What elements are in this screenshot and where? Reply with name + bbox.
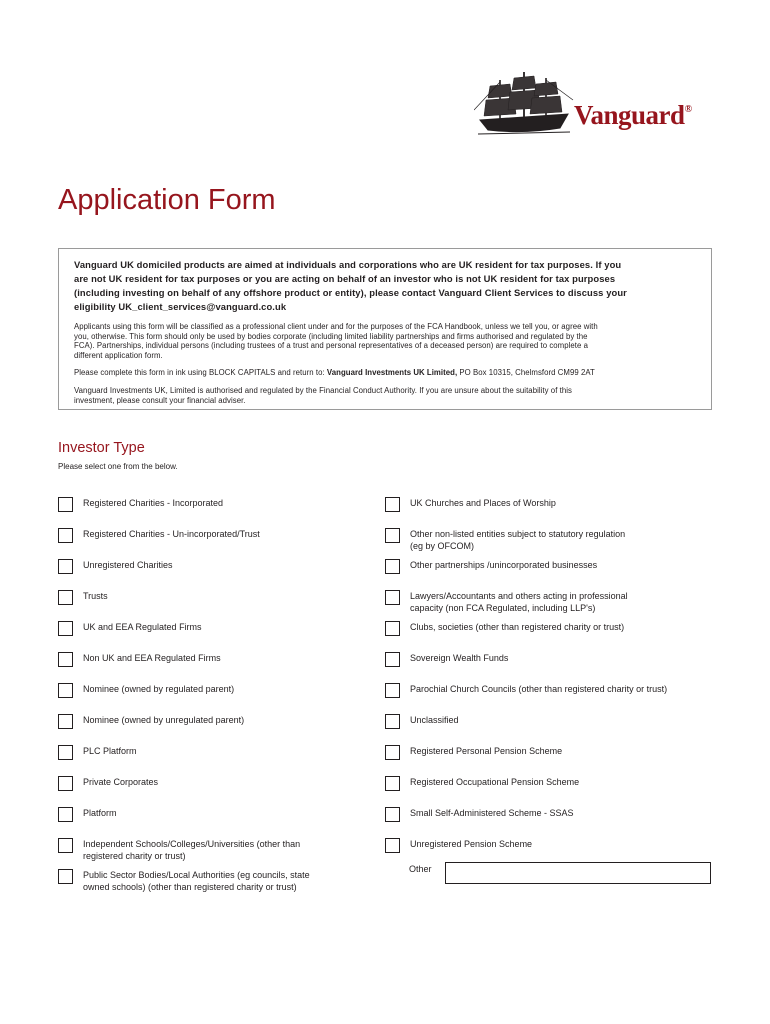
- notice-classification: Applicants using this form will be classified as a professional client under and for the purposes of the FCA Handbook, unless we tell you, or agree with you, otherwise. This form should only be used by bodies corporate (including limited liability partnerships and firms authorised and regulated by the FCA). Partnerships, individual persons (including trustees of a trust and personal representatives of a deceased person) are required to complete a different application form.: [74, 322, 598, 360]
- checkbox[interactable]: [385, 559, 400, 574]
- option-label-line: Unclassified: [410, 715, 459, 725]
- eligibility-notice: [58, 248, 712, 410]
- notice-lead: Vanguard UK domiciled products are aimed at individuals and corporations who are UK resident for tax purposes. If you are not UK resident for tax purposes or you are acting on behalf of an investor who is not UK resident for tax purposes (including investing on behalf of any offshore product or entity), please contact Vanguard Client Services to discuss your eligibility UK_client_services@vanguard.co.uk: [74, 259, 627, 312]
- page-title: Application Form: [58, 184, 276, 216]
- investor-type-instruction: Please select one from the below.: [58, 462, 178, 471]
- option-label-line: Registered Personal Pension Scheme: [410, 746, 563, 756]
- checkbox[interactable]: [58, 714, 73, 729]
- investor-option-right-11[interactable]: [385, 807, 710, 822]
- option-label-line: Other partnerships /unincorporated businesses: [410, 560, 598, 570]
- investor-option-right-10[interactable]: [385, 776, 710, 791]
- option-label-line: capacity (non FCA Regulated, including LLP's): [410, 603, 596, 613]
- option-label-line: Non UK and EEA Regulated Firms: [83, 653, 221, 663]
- checkbox[interactable]: [58, 807, 73, 822]
- investor-option-left-8[interactable]: [58, 714, 363, 729]
- option-label: [410, 497, 710, 509]
- option-label: [410, 838, 710, 850]
- option-label: [83, 683, 363, 695]
- investor-option-left-1[interactable]: [58, 497, 363, 512]
- option-label-line: Small Self-Administered Scheme - SSAS: [410, 808, 574, 818]
- option-label-line: Other non-listed entities subject to statutory regulation: [410, 529, 626, 539]
- option-label: [410, 714, 710, 726]
- option-label: [83, 714, 363, 726]
- option-label: [83, 652, 363, 664]
- investor-option-right-6[interactable]: [385, 652, 710, 667]
- notice-return-address: Please complete this form in ink using BLOCK CAPITALS and return to: Vanguard Investments UK Limited, PO Box 10315, Chelmsford CM99 2AT: [74, 368, 595, 378]
- option-label-line: Unregistered Pension Scheme: [410, 839, 533, 849]
- checkbox[interactable]: [58, 745, 73, 760]
- option-label: [83, 776, 363, 788]
- option-label: [83, 838, 363, 862]
- option-label: [83, 497, 363, 509]
- option-label: [410, 807, 710, 819]
- option-label-line: Nominee (owned by regulated parent): [83, 684, 235, 694]
- investor-option-right-3[interactable]: [385, 559, 710, 574]
- checkbox[interactable]: [385, 838, 400, 853]
- investor-option-right-8[interactable]: [385, 714, 710, 729]
- option-label: [83, 590, 363, 602]
- option-label-line: PLC Platform: [83, 746, 137, 756]
- checkbox[interactable]: [58, 559, 73, 574]
- investor-option-right-12[interactable]: [385, 838, 710, 853]
- checkbox[interactable]: [385, 652, 400, 667]
- option-label: [83, 745, 363, 757]
- option-label-line: UK and EEA Regulated Firms: [83, 622, 202, 632]
- investor-option-right-7[interactable]: [385, 683, 710, 698]
- checkbox[interactable]: [58, 776, 73, 791]
- option-label-line: registered charity or trust): [83, 851, 186, 861]
- investor-option-left-13[interactable]: [58, 869, 363, 893]
- investor-type-heading: Investor Type: [58, 440, 145, 456]
- option-label: [83, 807, 363, 819]
- brand-wordmark: Vanguard®: [574, 100, 692, 130]
- checkbox[interactable]: [385, 714, 400, 729]
- investor-option-left-10[interactable]: [58, 776, 363, 791]
- checkbox[interactable]: [385, 590, 400, 605]
- investor-option-right-5[interactable]: [385, 621, 710, 636]
- checkbox[interactable]: [58, 683, 73, 698]
- option-label: [83, 869, 363, 893]
- vanguard-logo: [474, 70, 724, 142]
- option-label-line: Independent Schools/Colleges/Universities (other than: [83, 839, 301, 849]
- option-label-line: Lawyers/Accountants and others acting in professional: [410, 591, 628, 601]
- option-label-line: UK Churches and Places of Worship: [410, 498, 556, 508]
- option-label: [83, 559, 363, 571]
- investor-option-right-1[interactable]: [385, 497, 710, 512]
- checkbox[interactable]: [58, 652, 73, 667]
- option-label: [410, 528, 710, 552]
- option-label: [410, 621, 710, 633]
- checkbox[interactable]: [58, 528, 73, 543]
- option-label-line: Private Corporates: [83, 777, 159, 787]
- investor-option-right-2[interactable]: [385, 528, 710, 552]
- option-label: [83, 621, 363, 633]
- option-label-line: Nominee (owned by unregulated parent): [83, 715, 245, 725]
- option-label: [410, 683, 710, 695]
- option-label-line: Registered Charities - Incorporated: [83, 498, 224, 508]
- investor-option-left-3[interactable]: [58, 559, 363, 574]
- ship-icon: [474, 70, 574, 142]
- other-option: [409, 864, 432, 874]
- notice-regulation: Vanguard Investments UK, Limited is authorised and regulated by the Financial Conduct Authority. If you are unsure about the suitability of this investment, please consult your financial adviser.: [74, 385, 572, 405]
- option-label-line: owned schools) (other than registered charity or trust): [83, 882, 297, 892]
- checkbox[interactable]: [58, 838, 73, 853]
- investor-option-left-2[interactable]: [58, 528, 363, 543]
- checkbox[interactable]: [385, 528, 400, 543]
- checkbox[interactable]: [385, 776, 400, 791]
- checkbox[interactable]: [58, 869, 73, 884]
- option-label-line: Registered Occupational Pension Scheme: [410, 777, 580, 787]
- option-label: [83, 528, 363, 540]
- option-label-line: Parochial Church Councils (other than registered charity or trust): [410, 684, 668, 694]
- option-label-line: Registered Charities - Un-incorporated/Trust: [83, 529, 260, 539]
- other-label: Other: [409, 864, 432, 874]
- checkbox[interactable]: [58, 590, 73, 605]
- option-label: [410, 559, 710, 571]
- investor-option-left-6[interactable]: [58, 652, 363, 667]
- option-label-line: Unregistered Charities: [83, 560, 173, 570]
- investor-option-left-12[interactable]: [58, 838, 363, 862]
- checkbox[interactable]: [385, 497, 400, 512]
- checkbox[interactable]: [385, 683, 400, 698]
- checkbox[interactable]: [385, 745, 400, 760]
- option-label-line: Platform: [83, 808, 117, 818]
- investor-option-left-4[interactable]: [58, 590, 363, 605]
- other-input[interactable]: [445, 862, 711, 884]
- checkbox[interactable]: [58, 621, 73, 636]
- option-label: [410, 776, 710, 788]
- checkbox[interactable]: [58, 497, 73, 512]
- option-label: [410, 745, 710, 757]
- investor-option-left-11[interactable]: [58, 807, 363, 822]
- option-label: [410, 590, 710, 614]
- investor-option-right-9[interactable]: [385, 745, 710, 760]
- checkbox[interactable]: [385, 807, 400, 822]
- option-label-line: Clubs, societies (other than registered charity or trust): [410, 622, 625, 632]
- investor-option-left-9[interactable]: [58, 745, 363, 760]
- option-label-line: Trusts: [83, 591, 108, 601]
- option-label-line: Public Sector Bodies/Local Authorities (eg councils, state: [83, 870, 310, 880]
- option-label-line: Sovereign Wealth Funds: [410, 653, 509, 663]
- checkbox[interactable]: [385, 621, 400, 636]
- option-label-line: (eg by OFCOM): [410, 541, 475, 551]
- investor-option-right-4[interactable]: [385, 590, 710, 614]
- option-label: [410, 652, 710, 664]
- investor-option-left-5[interactable]: [58, 621, 363, 636]
- investor-option-left-7[interactable]: [58, 683, 363, 698]
